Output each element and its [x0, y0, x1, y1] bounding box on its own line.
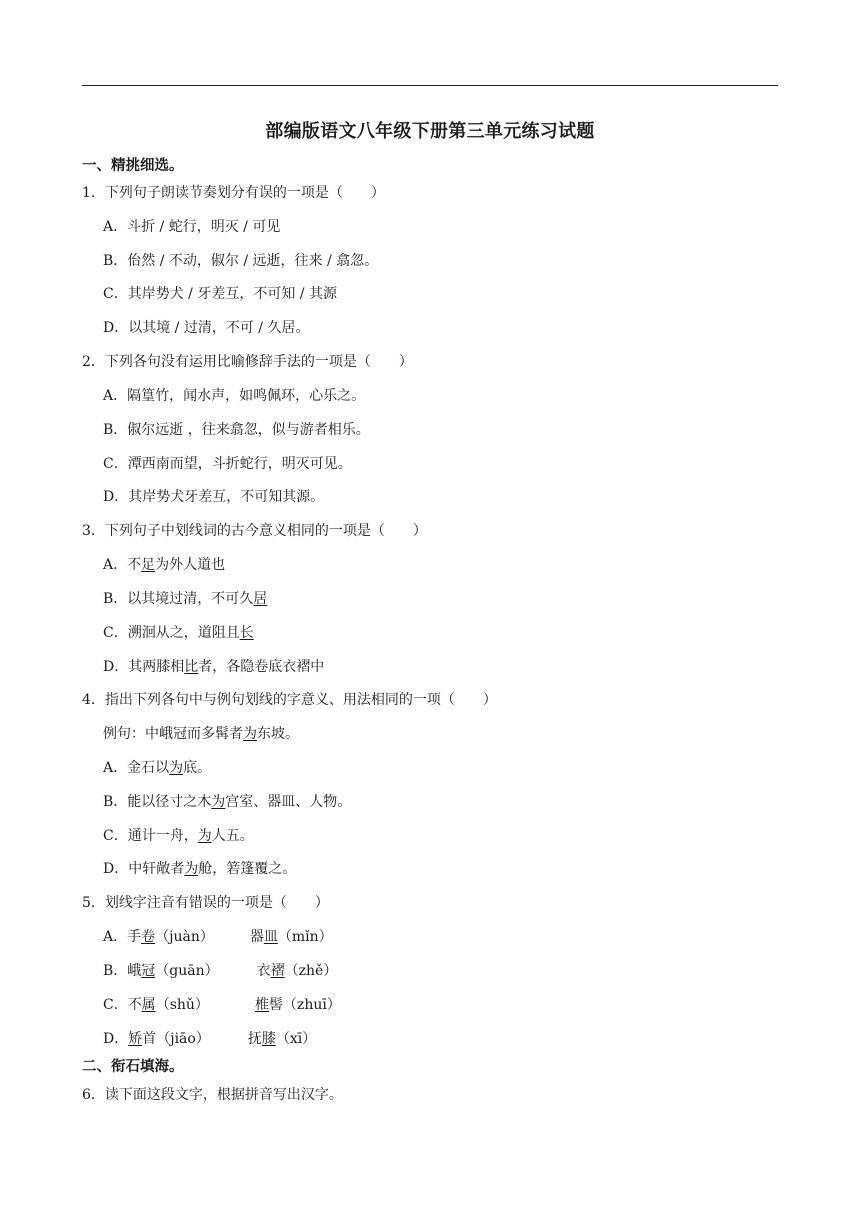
q3-option-c: C．溯洄从之，道阻且长	[103, 625, 254, 641]
q4-example: 例句：中峨冠而多髯者为东坡。	[103, 726, 299, 742]
question-2-stem: 2．下列各句没有运用比喻修辞手法的一项是（ ）	[82, 354, 413, 370]
q1-option-a: A．斗折 / 蛇行，明灭 / 可见	[103, 219, 281, 235]
q3-option-a: A．不足为外人道也	[103, 557, 226, 573]
underlined-word: 为	[243, 726, 257, 742]
question-4-stem: 4．指出下列各句中与例句划线的字意义、用法相同的一项（ ）	[82, 692, 497, 708]
q1-option-d: D．以其境 / 过清，不可 / 久居。	[103, 320, 310, 336]
question-1-stem: 1．下列句子朗读节奏划分有误的一项是（ ）	[82, 185, 385, 201]
underlined-word: 为	[169, 760, 184, 776]
q2-option-c: C．潭西南而望，斗折蛇行，明灭可见。	[103, 456, 352, 472]
q1-option-b: B．佁然 / 不动，俶尔 / 远逝，往来 / 翕忽。	[103, 253, 379, 269]
underlined-word: 为	[211, 794, 226, 810]
question-5-stem: 5．划线字注音有错误的一项是（ ）	[82, 895, 329, 911]
q2-option-a: A．隔篁竹，闻水声，如鸣佩环，心乐之。	[103, 388, 366, 404]
q5-option-c: C．不属（shǔ） 椎髻（zhuī）	[103, 997, 341, 1013]
underlined-word: 卷	[141, 929, 156, 945]
underlined-word: 足	[141, 557, 156, 573]
section-heading-1: 一、精挑细选。	[82, 158, 184, 174]
q2-option-b: B．俶尔远逝 ，往来翕忽，似与游者相乐。	[103, 422, 370, 438]
q3-option-d: D．其两膝相比者，各隐卷底衣褶中	[103, 659, 325, 675]
question-6-stem: 6．读下面这段文字，根据拼音写出汉字。	[82, 1087, 343, 1103]
underlined-word: 为	[184, 861, 199, 877]
underlined-word: 膝	[261, 1031, 276, 1047]
underlined-word: 长	[239, 625, 254, 641]
q4-option-a: A．金石以为底。	[103, 760, 212, 776]
underlined-word: 冠	[141, 963, 156, 979]
underlined-word: 为	[197, 828, 212, 844]
underlined-word: 椎	[254, 997, 269, 1013]
underlined-word: 属	[141, 997, 156, 1013]
underlined-word: 褶	[270, 963, 285, 979]
underlined-word: 比	[184, 659, 199, 675]
q4-option-d: D．中轩敞者为舱，箬篷覆之。	[103, 861, 297, 877]
section-heading-2: 二、衔石填海。	[82, 1059, 184, 1075]
q5-option-b: B．峨冠（guān） 衣褶（zhě）	[103, 963, 338, 979]
q5-option-a: A．手卷（juàn） 器皿（mǐn）	[103, 929, 333, 945]
header-rule	[82, 85, 778, 86]
underlined-word: 矫	[128, 1031, 143, 1047]
page-title: 部编版语文八年级下册第三单元练习试题	[265, 121, 595, 142]
q1-option-c: C．其岸势犬 / 牙差互，不可知 / 其源	[103, 286, 337, 302]
q3-option-b: B．以其境过清，不可久居	[103, 591, 268, 607]
underlined-word: 皿	[263, 929, 278, 945]
q2-option-d: D．其岸势犬牙差互，不可知其源。	[103, 489, 325, 505]
q5-option-d: D．矫首（jiāo） 抚膝（xī）	[103, 1031, 317, 1047]
q4-option-b: B．能以径寸之木为宫室、器皿、人物。	[103, 794, 352, 810]
underlined-word: 居	[253, 591, 268, 607]
q4-option-c: C．通计一舟，为人五。	[103, 828, 254, 844]
question-3-stem: 3．下列句子中划线词的古今意义相同的一项是（ ）	[82, 523, 427, 539]
